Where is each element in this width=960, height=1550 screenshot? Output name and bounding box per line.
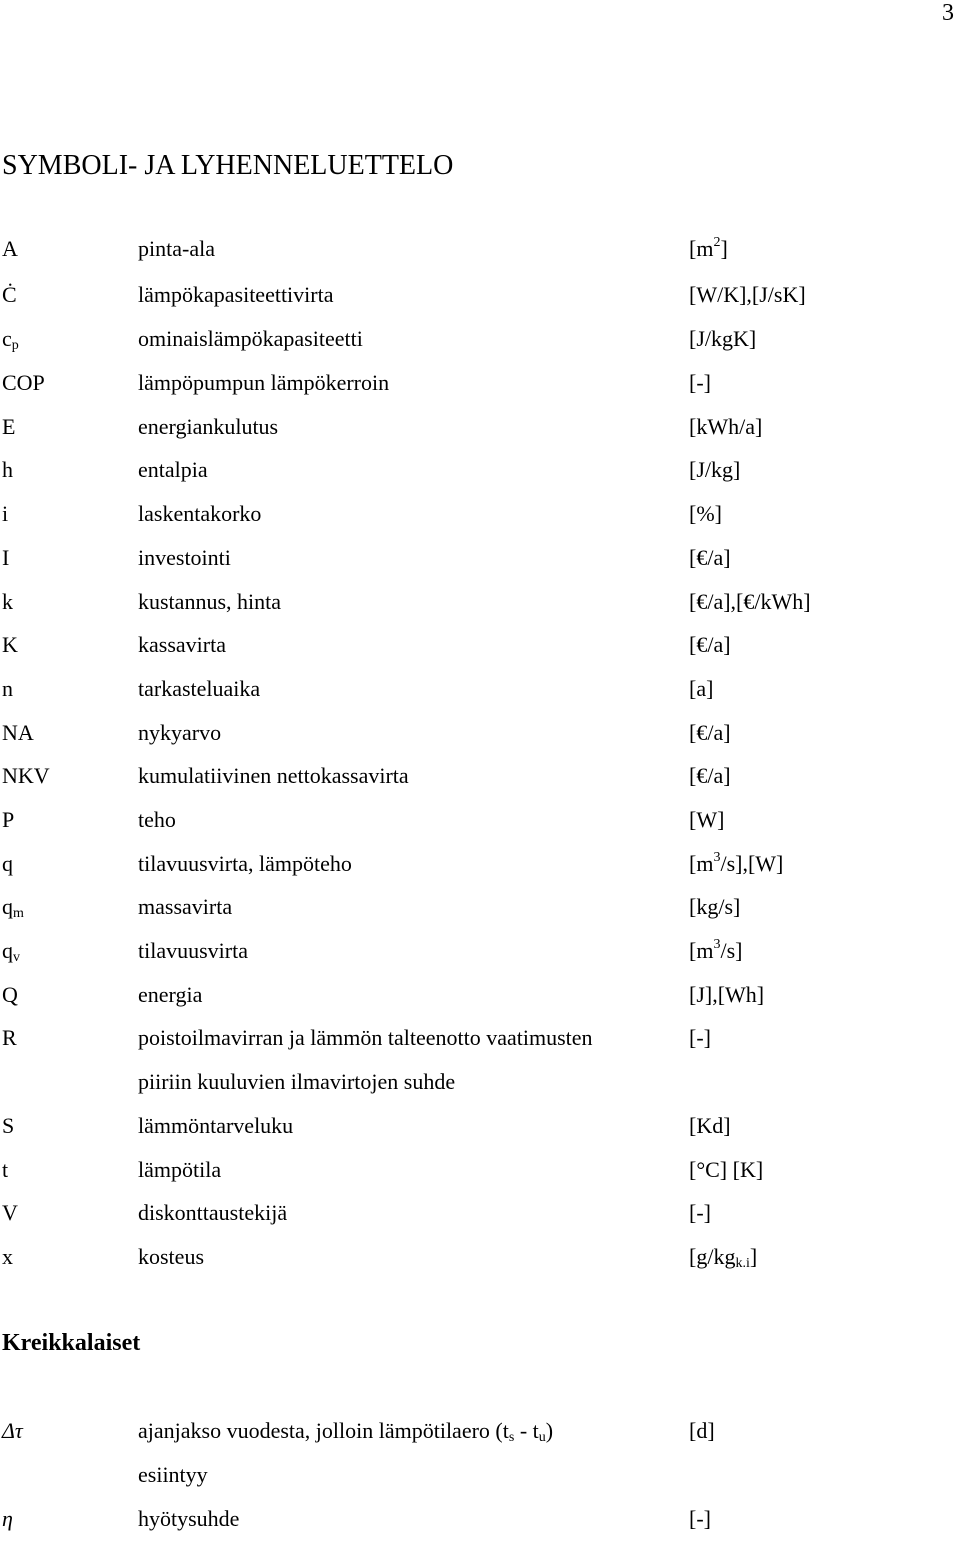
symbol: t [2,1157,9,1182]
symbol: Ċ [2,282,17,307]
symbol: P [2,807,15,832]
symbol-description: lämmöntarveluku [138,1113,294,1138]
symbol-subscript: p [11,338,19,353]
symbol: q [2,851,13,876]
symbol-unit: [%] [689,501,722,526]
symbol-description: kumulatiivinen nettokassavirta [138,763,409,788]
symbol: k [2,589,13,614]
symbol-row [0,807,960,851]
symbol-description: energia [138,982,203,1007]
symbol-row [0,632,960,676]
symbol-unit: [-] [689,370,711,395]
symbol: n [2,676,13,701]
symbol-description: kosteus [138,1244,204,1269]
symbol-row [0,763,960,807]
symbol-description: pinta-ala [138,236,215,261]
symbol-description: tilavuusvirta, lämpöteho [138,851,352,876]
symbol-description: ajanjakso vuodesta, jolloin lämpötilaero $(t_s - t_u)$ [138,1418,554,1445]
symbol-row [0,1025,960,1069]
unit-superscript: 3 [713,850,721,865]
symbol-unit: $[m^3/s]$ [689,937,743,963]
symbol-unit: [a] [689,676,714,701]
symbol-unit: [-] [689,1025,711,1050]
symbol-subscript: v [13,950,20,965]
symbol-description: poistoilmavirran ja lämmön talteenotto vaatimusten [138,1025,593,1050]
unit-subscript: k.i [735,1256,750,1271]
symbol-unit: [d] [689,1418,715,1443]
description-subscript: u [538,1430,546,1445]
symbol-row [0,676,960,720]
symbol-unit: [J],[Wh] [689,982,765,1007]
symbol-row [0,589,960,633]
symbol-description: teho [138,807,176,832]
symbol-row [0,457,960,501]
symbol: COP [2,370,45,395]
symbol-description: diskonttaustekijä [138,1200,288,1225]
symbol-unit: [W/K],[J/sK] [689,282,806,307]
symbol-row [0,326,960,370]
symbol-description: kassavirta [138,632,226,657]
unit-superscript: 3 [713,937,721,952]
symbol-description: nykyarvo [138,720,222,745]
symbol-row [0,1244,960,1288]
symbol-row [0,501,960,545]
unit-superscript: 2 [713,235,721,250]
symbol-unit: [€/a] [689,763,731,788]
symbol-row [0,1200,960,1244]
symbol: Q [2,982,18,1007]
symbol: S [2,1113,15,1138]
symbol: $q_v$ [2,938,20,965]
symbol-row [0,720,960,764]
page-title: SYMBOLI- JA LYHENNELUETTELO [2,150,454,181]
symbol-unit: [°C] [K] [689,1157,764,1182]
symbol-row [0,414,960,458]
symbol-row [0,282,960,326]
symbol-description: lämpöpumpun lämpökerroin [138,370,390,395]
symbol: I [2,545,10,570]
symbol-row [0,370,960,414]
symbol-description-continued: piiriin kuuluvien ilmavirtojen suhde [138,1069,456,1094]
symbol-description: energiankulutus [138,414,279,439]
symbol-unit: [J/kg] [689,457,741,482]
symbol: V [2,1200,18,1225]
symbol-unit: [J/kgK] [689,326,757,351]
symbol-unit: [kg/s] [689,894,741,919]
symbol-row [0,236,960,280]
symbol-row [0,545,960,589]
symbol-unit: [€/a] [689,632,731,657]
symbol-description: tarkasteluaika [138,676,261,701]
symbol-description: massavirta [138,894,233,919]
greek-section-heading: Kreikkalaiset [2,1330,141,1356]
symbol-unit: [€/a] [689,720,731,745]
greek-row [0,1506,960,1550]
symbol-description: investointi [138,545,231,570]
symbol: $c_p$ [2,326,19,353]
symbol-unit: [kWh/a] [689,414,763,439]
greek-row [0,1418,960,1462]
symbol-row [0,1113,960,1157]
symbol-description: lämpökapasiteettivirta [138,282,334,307]
symbol-subscript: m [13,906,24,921]
symbol-description: laskentakorko [138,501,262,526]
symbol-row [0,1157,960,1201]
symbol: NA [2,720,34,745]
symbol-unit: [W] [689,807,725,832]
symbol-unit: [€/a],[€/kWh] [689,589,811,614]
symbol-row [0,938,960,982]
symbol-unit: $[m^3/s],[W]$ [689,850,784,876]
symbol: R [2,1025,17,1050]
symbol-unit: $[g/kg_{k.i}]$ [689,1244,758,1271]
symbol: Δτ [2,1418,23,1443]
symbol-unit: [Kd] [689,1113,731,1138]
page-number: 3 [942,0,954,26]
symbol: E [2,414,16,439]
symbol-description: tilavuusvirta [138,938,248,963]
symbol-unit: $[m^2]$ [689,235,728,261]
symbol: A [2,236,18,261]
symbol-description: entalpia [138,457,208,482]
symbol-unit: [€/a] [689,545,731,570]
symbol: η [2,1506,13,1531]
symbol-unit: [-] [689,1506,711,1531]
symbol-description-continued: esiintyy [138,1462,208,1487]
symbol: $q_m$ [2,894,24,921]
symbol: x [2,1244,13,1269]
symbol: i [2,501,9,526]
symbol-row [0,894,960,938]
symbol: h [2,457,13,482]
symbol-description: ominaislämpökapasiteetti [138,326,363,351]
symbol: NKV [2,763,50,788]
symbol-row [0,851,960,895]
symbol-unit: [-] [689,1200,711,1225]
description-subscript: s [508,1430,515,1445]
symbol-description: lämpötila [138,1157,222,1182]
symbol: K [2,632,18,657]
symbol-row [0,982,960,1026]
symbol-description: hyötysuhde [138,1506,240,1531]
symbol-description: kustannus, hinta [138,589,281,614]
